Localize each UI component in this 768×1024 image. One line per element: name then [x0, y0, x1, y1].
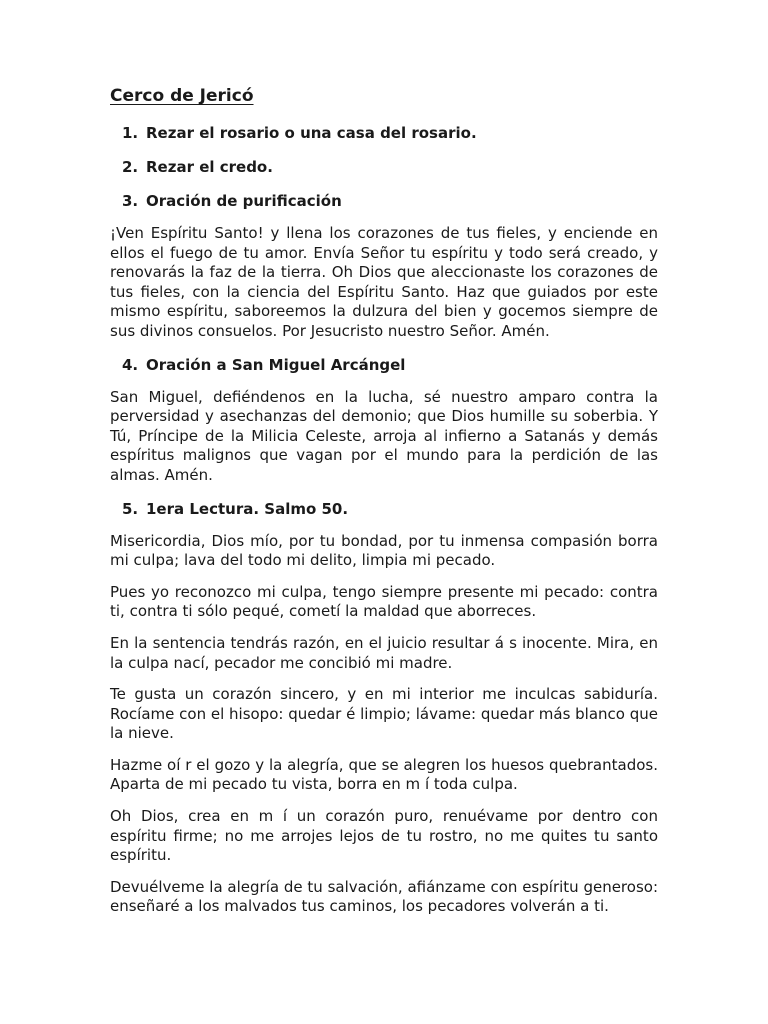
list-item-text: Oración de purificación	[146, 192, 342, 210]
list-number: 1.	[122, 124, 139, 142]
list-item-1	[110, 122, 658, 144]
prayer-san-miguel: San Miguel, defiéndenos en la lucha, sé nuestro amparo contra la perversidad y asechanzas del demonio; que Dios humille su soberbia. Y Tú, Príncipe de la Milicia Celeste, arroja al infierno a Satanás y demás espíritus malignos que vagan por el mundo para la perdición de las almas. Amén.	[110, 387, 658, 484]
list-number: 5.	[122, 499, 139, 518]
list-item-text: Rezar el rosario o una casa del rosario.	[146, 124, 477, 142]
list-item-text: 1era Lectura. Salmo 50.	[146, 499, 349, 518]
salmo-paragraph-1: Misericordia, Dios mío, por tu bondad, por tu inmensa compasión borra mi culpa; lava del todo mi delito, limpia mi pecado.	[110, 531, 658, 570]
salmo-paragraph-7: Devuélveme la alegría de tu salvación, afiánzame con espíritu generoso: enseñaré a los malvados tus caminos, los pecadores volverán a ti.	[110, 877, 658, 916]
list-item-2	[110, 156, 658, 178]
document-title: Cerco de Jericó	[110, 86, 254, 106]
salmo-paragraph-3: En la sentencia tendrás razón, en el juicio resultar á s inocente. Mira, en la culpa nací, pecador me concibió mi madre.	[110, 633, 658, 672]
list-item-text: Oración a San Miguel Arcángel	[146, 355, 406, 374]
salmo-paragraph-2: Pues yo reconozco mi culpa, tengo siempre presente mi pecado: contra ti, contra ti sólo pequé, cometí la maldad que aborreces.	[110, 582, 658, 621]
list-number: 4.	[122, 355, 139, 374]
list-number: 3.	[122, 192, 139, 210]
salmo-paragraph-5: Hazme oí r el gozo y la alegría, que se alegren los huesos quebrantados. Aparta de mi pecado tu vista, borra en m í toda culpa.	[110, 755, 658, 794]
prayer-purificacion: ¡Ven Espíritu Santo! y llena los corazones de tus fieles, y enciende en ellos el fuego de tu amor. Envía Señor tu espíritu y todo será creado, y renovarás la faz de la tierra. Oh Dios que aleccionaste los corazones de tus fieles, con la ciencia del Espíritu Santo. Haz que guiados por este mismo espíritu, saboreemos la dulzura del bien y gocemos siempre de sus divinos consuelos. Por Jesucristo nuestro Señor. Amén.	[110, 224, 658, 340]
list-number: 2.	[122, 158, 139, 176]
list-item-5	[110, 498, 658, 520]
salmo-paragraph-6: Oh Dios, crea en m í un corazón puro, renuévame por dentro con espíritu firme; no me arrojes lejos de tu rostro, no me quites tu santo espíritu.	[110, 807, 658, 865]
salmo-paragraph-4: Te gusta un corazón sincero, y en mi interior me inculcas sabiduría. Rocíame con el hisopo: quedar é limpio; lávame: quedar más blanco que la nieve.	[110, 685, 658, 743]
list-item-text: Rezar el credo.	[146, 158, 273, 176]
document-page	[110, 84, 658, 929]
list-item-4	[110, 354, 658, 376]
list-item-3	[110, 190, 658, 212]
